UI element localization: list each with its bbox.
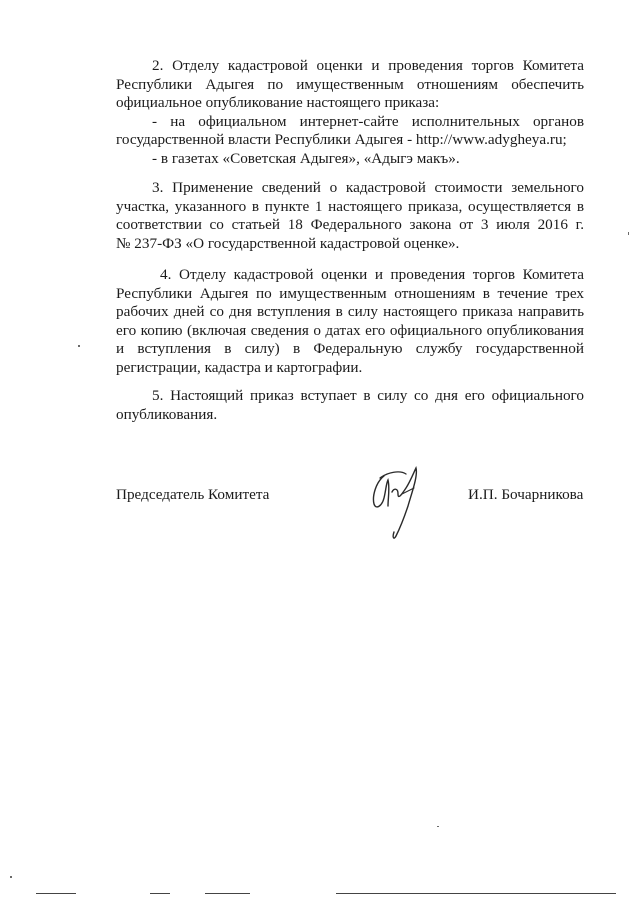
paragraph-4-line: Республики Адыгея по имущественным отношениям в течение трех — [116, 284, 584, 302]
paragraph-5 — [116, 387, 584, 424]
paragraph-2 — [116, 57, 584, 169]
paragraph-4-line: и вступления в силу) в Федеральную службу государственной — [116, 340, 584, 358]
paragraph-4-line: рабочих дней со дня вступления в силу настоящего приказа направить — [116, 303, 584, 321]
paragraph-2-line: - на официальном интернет-сайте исполнительных органов — [152, 112, 584, 130]
scan-speck — [78, 345, 80, 347]
paragraph-2-line: официальное опубликование настоящего приказа: — [116, 94, 440, 112]
paragraph-3-line: 3. Применение сведений о кадастровой стоимости земельного — [152, 179, 584, 196]
paragraph-4-line: его копию (включая сведения о датах его официального опубликования — [116, 321, 584, 339]
bottom-scan-line — [205, 893, 250, 894]
paragraph-3-line: соответствии со статьей 18 Федерального закона от 3 июля 2016 г. — [116, 216, 584, 234]
paragraph-5-line: 5. Настоящий приказ вступает в силу со дня его официального — [152, 387, 584, 404]
bottom-scan-line — [36, 893, 76, 894]
scan-speck — [437, 826, 439, 827]
paragraph-4-line: 4. Отделу кадастровой оценки и проведения торгов Комитета — [160, 266, 584, 283]
paragraph-4-line: регистрации, кадастра и картографии. — [116, 358, 363, 376]
bottom-scan-line — [336, 893, 616, 894]
paragraph-4 — [116, 266, 584, 378]
scan-speck — [628, 232, 629, 235]
paragraph-3 — [116, 179, 584, 253]
scan-speck — [10, 876, 12, 878]
signatory-name: И.П. Бочарникова — [468, 486, 584, 503]
handwritten-signature — [362, 462, 432, 542]
paragraph-3-line: № 237-ФЗ «О государственной кадастровой оценке». — [116, 234, 460, 252]
paragraph-2-line: Республики Адыгея по имущественным отношениям обеспечить — [116, 75, 584, 93]
paragraph-2-line: 2. Отделу кадастровой оценки и проведения торгов Комитета — [152, 57, 584, 74]
paragraph-5-line: опубликования. — [116, 405, 218, 423]
bottom-scan-line — [150, 893, 170, 894]
paragraph-2-line: государственной власти Республики Адыгея - http://www.adygheya.ru; — [116, 131, 567, 149]
paragraph-3-line: участка, указанного в пункте 1 настоящего приказа, осуществляется в — [116, 197, 584, 215]
signatory-position: Председатель Комитета — [116, 486, 270, 503]
paragraph-2-line: - в газетах «Советская Адыгея», «Адыгэ макъ». — [152, 149, 460, 167]
